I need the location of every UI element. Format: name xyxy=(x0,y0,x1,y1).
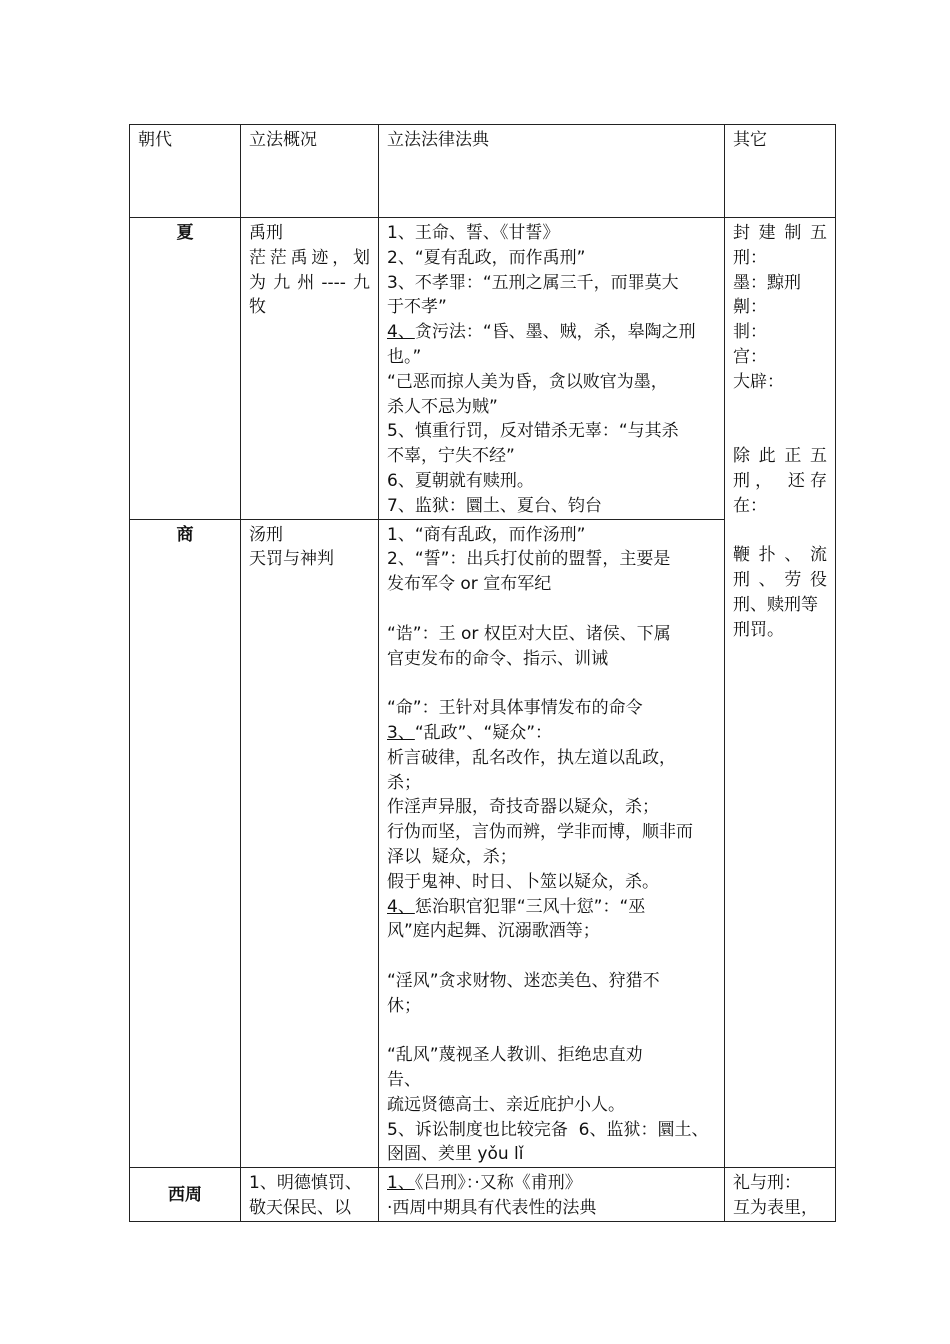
xizhou-other-line: 互为表里， xyxy=(733,1198,818,1219)
xia-overview-line: 禹刑 xyxy=(249,223,283,243)
shang-code-line: 1、“商有乱政，而作汤刑” xyxy=(387,524,586,545)
era-shang: 商 xyxy=(130,519,241,1168)
xia-overview-line: 为九州----九 xyxy=(249,272,370,293)
xizhou-other-line: 礼与刑： xyxy=(733,1173,801,1194)
shang-code-line: 2、“誓”：出兵打仗前的盟誓，主要是 xyxy=(387,549,671,570)
blank-line xyxy=(733,395,827,420)
xia-code-line: 4、贪污法：“昏、墨、贼，杀，皋陶之刑 xyxy=(387,322,696,343)
xizhou-code-line: ·西周中期具有代表性的法典 xyxy=(387,1198,597,1219)
xizhou-codes xyxy=(379,1168,725,1222)
item-number: 1、 xyxy=(387,1173,415,1194)
xia-code-line: 1、王命、誓、《甘誓》 xyxy=(387,223,560,243)
blank-line xyxy=(733,519,827,544)
blank-line xyxy=(387,597,716,622)
header-overview: 立法概况 xyxy=(241,125,379,218)
other-line: 在： xyxy=(733,495,767,516)
era-xia: 夏 xyxy=(130,218,241,520)
shang-overview xyxy=(241,519,379,1168)
header-codes: 立法法律法典 xyxy=(379,125,725,218)
xia-code-line: 2、“夏有乱政，而作禹刑” xyxy=(387,247,586,268)
blank-line xyxy=(387,944,716,969)
xia-code-line: 5、慎重行罚，反对错杀无辜：“与其杀 xyxy=(387,421,679,442)
other-line: 刑， 还存 xyxy=(733,470,827,491)
shang-code-line: “淫风”贪求财物、迷恋美色、狩猎不 xyxy=(387,970,660,991)
other-line: 刑、劳役 xyxy=(733,570,827,591)
item-number: 3、 xyxy=(387,722,415,743)
shang-overview-line: 天罚与神判 xyxy=(249,549,334,570)
other-line: 刑罚。 xyxy=(733,619,784,640)
header-row xyxy=(130,125,836,218)
shang-code-line: 行伪而坚，言伪而辨，学非而博，顺非而 xyxy=(387,822,693,843)
other-line: 鞭扑、流 xyxy=(733,545,827,566)
other-line: 剕： xyxy=(733,322,767,343)
shang-code-line: 析言破律，乱名改作，执左道以乱政， xyxy=(387,747,676,768)
xia-code-line: “己恶而掠人美为昏，贪以败官为墨， xyxy=(387,371,668,392)
shang-code-line: 疏远贤德高士、亲近庇护小人。 xyxy=(387,1094,625,1115)
shang-codes xyxy=(379,519,725,1168)
shang-code-line: 4、惩治职官犯罪“三风十愆”：“巫 xyxy=(387,896,646,917)
xizhou-overview-line: 1、明德慎罚、 xyxy=(249,1173,362,1194)
shang-code-line: “命”：王针对具体事情发布的命令 xyxy=(387,698,643,719)
shang-code-line: 作淫声异服，奇技奇器以疑众，杀； xyxy=(387,797,659,818)
xia-overview xyxy=(241,218,379,520)
xia-code-line: 6、夏朝就有赎刑。 xyxy=(387,470,534,491)
header-dynasty: 朝代 xyxy=(130,125,241,218)
shang-code-line: 5、诉讼制度也比较完备 6、监狱：圜土、 xyxy=(387,1119,709,1140)
shang-overview-line: 汤刑 xyxy=(249,524,283,545)
shang-code-line: 囹圄、羑里 yǒu lǐ xyxy=(387,1144,524,1165)
xia-overview-line: 牧 xyxy=(249,297,266,318)
shang-code-line: “乱风”蔑视圣人教训、拒绝忠直劝 xyxy=(387,1045,643,1066)
other-line: 大辟： xyxy=(733,371,784,392)
other-line: 刑、赎刑等 xyxy=(733,594,818,615)
dynasty-law-table xyxy=(129,124,836,1222)
other-line: 墨：黥刑 xyxy=(733,272,801,293)
xizhou-code-line: 1、《吕刑》：·又称《甫刑》 xyxy=(387,1173,582,1194)
shang-code-line: 发布军令 or 宣布军纪 xyxy=(387,574,552,595)
shang-code-line: 杀； xyxy=(387,772,421,793)
other-line: 封建制五 xyxy=(733,223,827,243)
item-number: 4、 xyxy=(387,896,415,917)
xia-code-line: 7、监狱：圜土、夏台、钧台 xyxy=(387,495,602,516)
item-number: 4、 xyxy=(387,322,415,343)
blank-line xyxy=(733,419,827,444)
xizhou-overview-line: 敬天保民、以 xyxy=(249,1198,351,1219)
shang-code-line: 假于鬼神、时日、卜筮以疑众，杀。 xyxy=(387,871,659,892)
header-other: 其它 xyxy=(725,125,836,218)
shang-code-line: 3、“乱政”、“疑众”： xyxy=(387,722,553,743)
xia-code-line: 不辜，宁失不经” xyxy=(387,446,515,467)
shang-code-line: 泽以 疑众，杀； xyxy=(387,846,517,867)
shang-code-line: 官吏发布的命令、指示、训诫 xyxy=(387,648,608,669)
blank-line xyxy=(387,1019,716,1044)
xia-code-line: 于不孝” xyxy=(387,297,447,318)
shang-code-line: “诰”：王 or 权臣对大臣、诸侯、下属 xyxy=(387,623,671,644)
xia-codes xyxy=(379,218,725,520)
xizhou-overview xyxy=(241,1168,379,1222)
xia-code-line: 杀人不忌为贼” xyxy=(387,396,498,417)
xia-code-line: 也。” xyxy=(387,346,422,367)
blank-line xyxy=(387,671,716,696)
row-xizhou xyxy=(130,1168,836,1222)
xia-overview-line: 茫茫禹迹，划 xyxy=(249,247,370,268)
other-line: 宫： xyxy=(733,346,767,367)
xizhou-other xyxy=(725,1168,836,1222)
other-line: 除此正五 xyxy=(733,446,827,467)
shang-code-line: 风”庭内起舞、沉溺歌酒等； xyxy=(387,921,600,942)
other-five-punishments xyxy=(725,218,836,1168)
row-xia xyxy=(130,218,836,520)
shang-code-line: 休； xyxy=(387,995,421,1016)
era-xizhou: 西周 xyxy=(130,1168,241,1222)
shang-code-line: 告、 xyxy=(387,1070,421,1091)
other-line: 劓： xyxy=(733,297,767,318)
other-line: 刑： xyxy=(733,247,767,268)
xia-code-line: 3、不孝罪：“五刑之属三千，而罪莫大 xyxy=(387,272,679,293)
